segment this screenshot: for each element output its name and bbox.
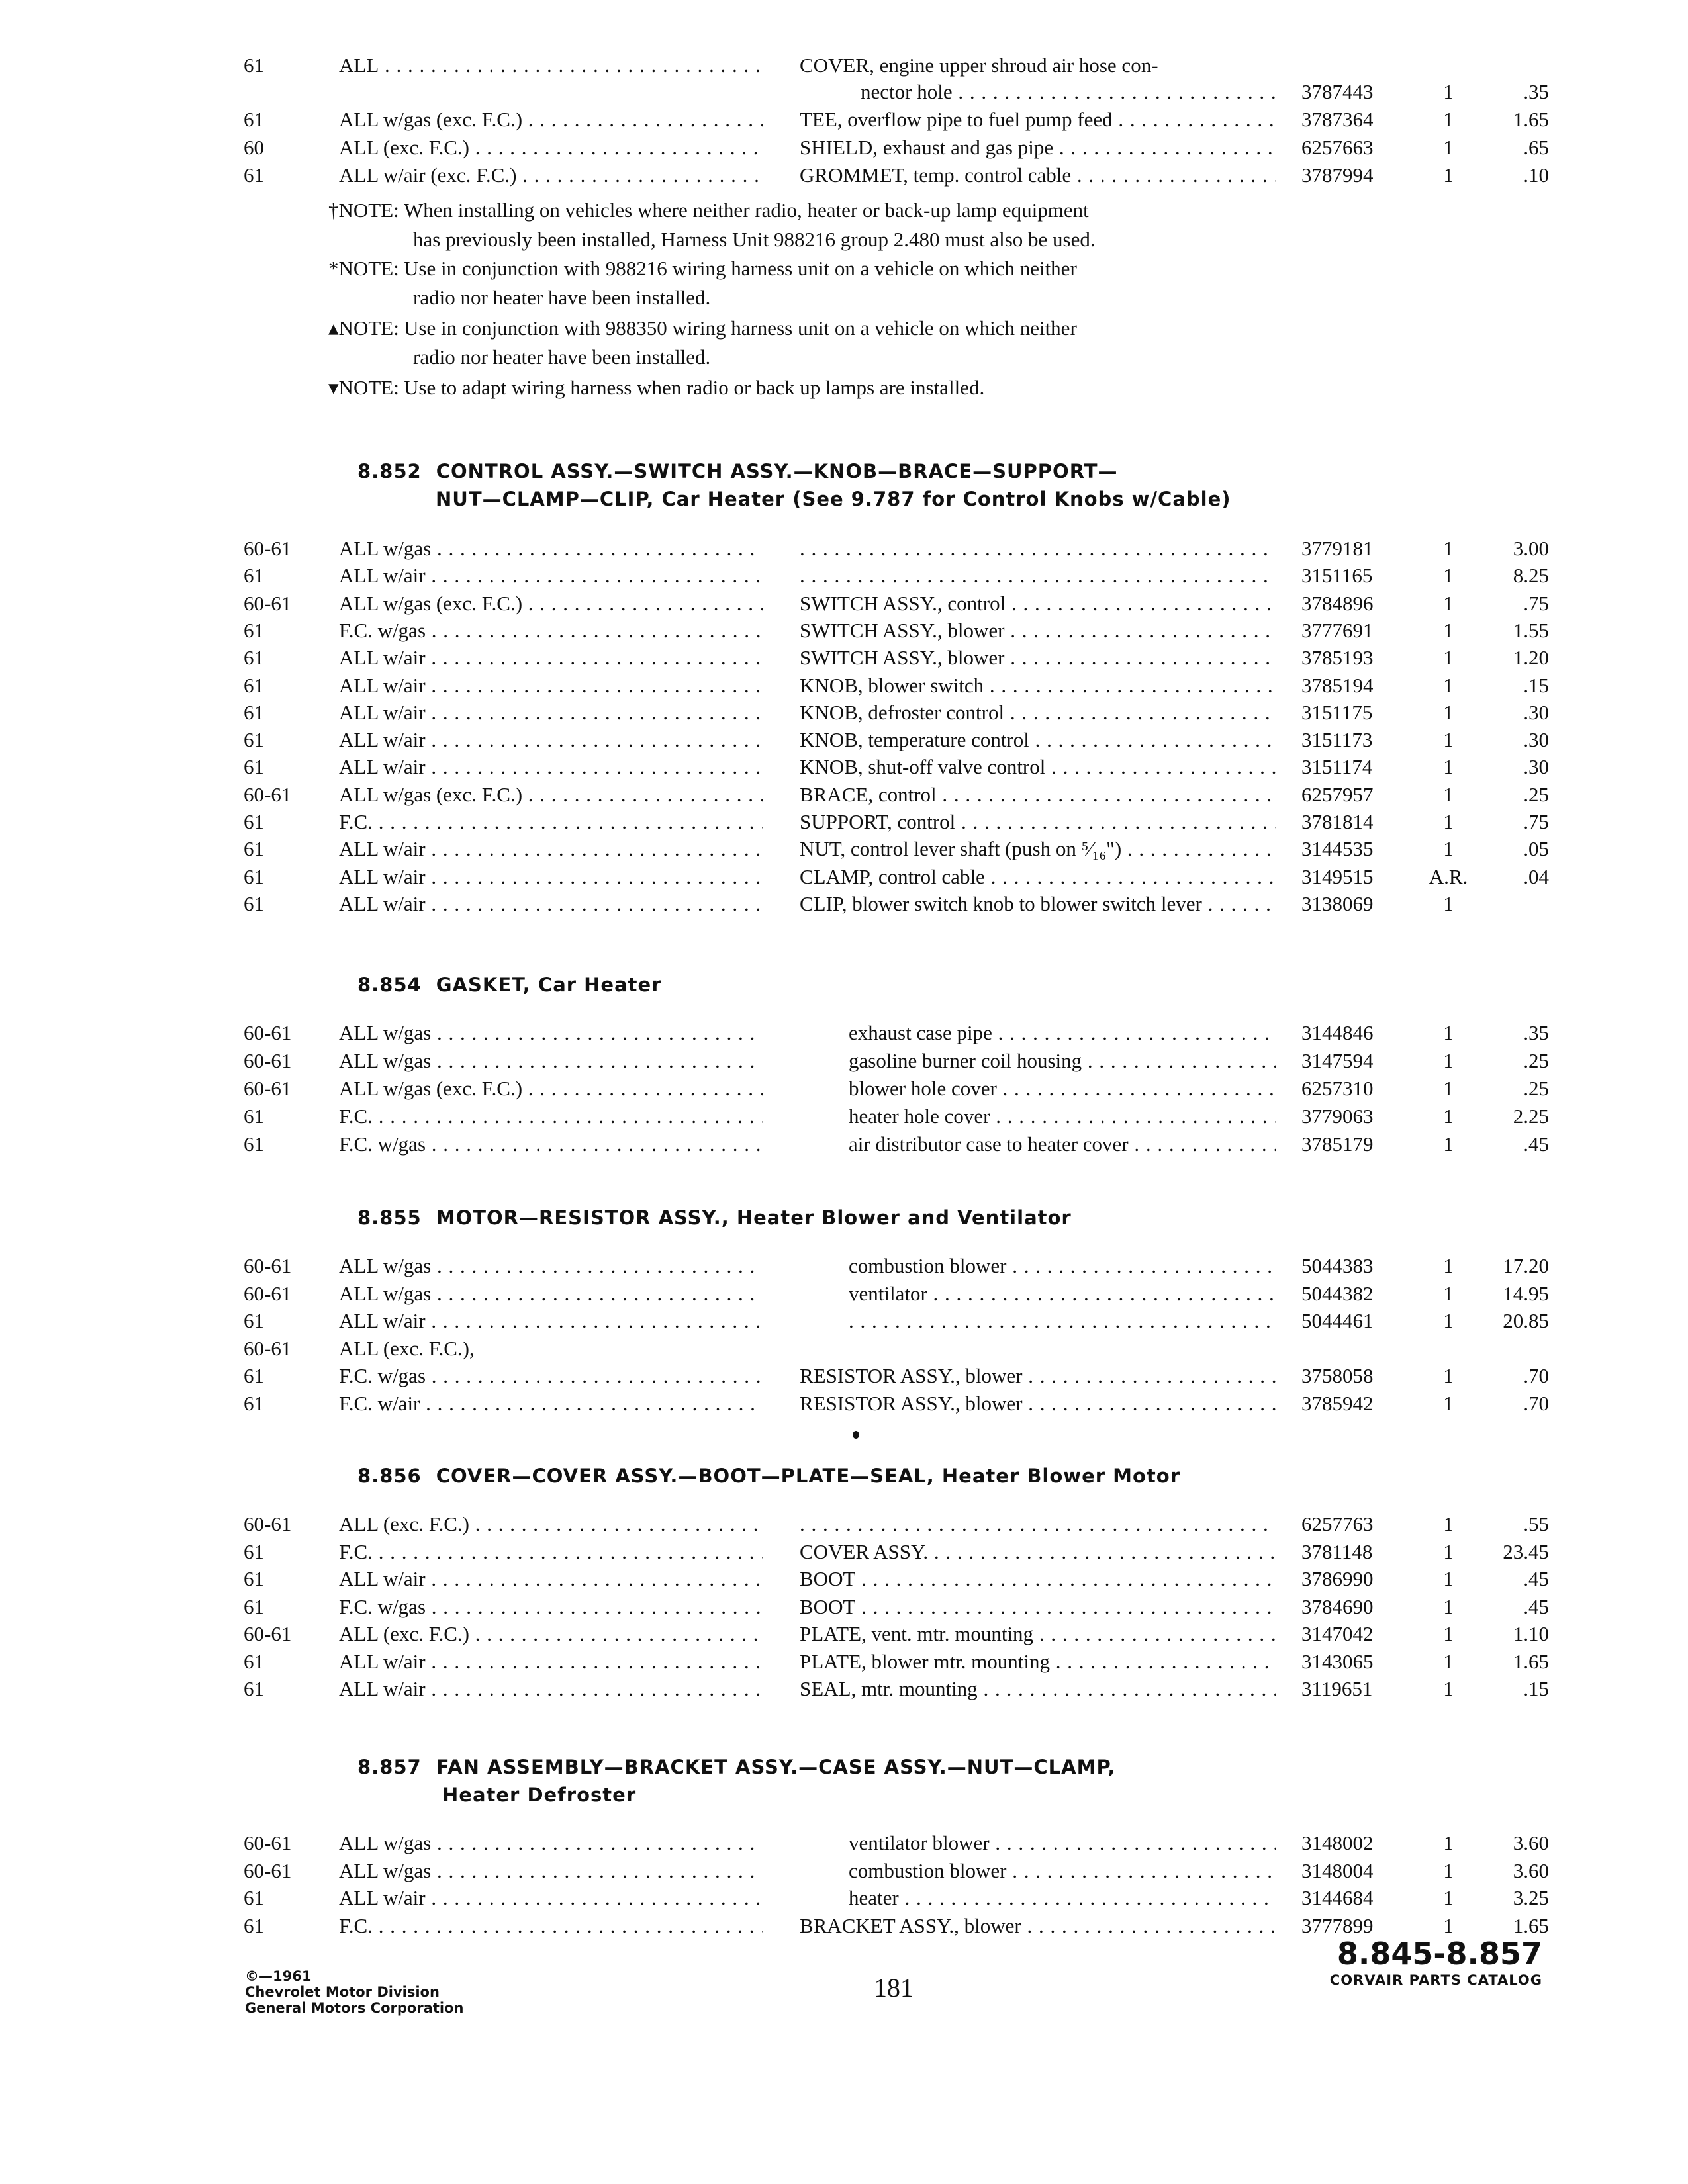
price-cell: .75	[1523, 591, 1549, 615]
description-cell: BOOT . . .	[800, 1565, 1276, 1593]
model-cell: F.C. . . .	[339, 1912, 763, 1940]
quantity-cell: 1	[1443, 1049, 1454, 1072]
model-cell: F.C. . . .	[339, 1538, 763, 1566]
price-cell: .04	[1523, 864, 1549, 888]
year-cell: 61	[244, 1594, 264, 1618]
note	[328, 254, 1288, 312]
part-number-cell: 3151165	[1301, 564, 1373, 588]
price-cell: 3.00	[1513, 537, 1549, 560]
model-cell: ALL (exc. F.C.) . . .	[339, 1510, 763, 1538]
price-cell: 1.65	[1513, 1913, 1549, 1937]
year-cell: 60-61	[244, 537, 292, 560]
note-mark: †NOTE:	[328, 199, 399, 222]
model-cell: F.C. . . .	[339, 808, 763, 836]
year-cell: 60	[244, 136, 264, 159]
quantity-cell: 1	[1443, 837, 1454, 861]
part-number-cell: 3785193	[1301, 646, 1374, 670]
note-mark: ▴NOTE:	[328, 316, 399, 340]
note-text: has previously been installed, Harness Unit 988216 group 2.480 must also be used.	[413, 228, 1096, 251]
year-cell: 61	[244, 1309, 264, 1332]
note-text: When installing on vehicles where neither radio, heater or back-up lamp equipment	[404, 199, 1089, 222]
section-heading-continued	[442, 1780, 636, 1809]
year-cell: 61	[244, 564, 264, 588]
part-number-cell: 3149515	[1301, 864, 1374, 888]
price-cell: .45	[1523, 1132, 1549, 1156]
description-cell: ventilator . . .	[849, 1280, 1276, 1308]
year-cell: 61	[244, 646, 264, 670]
description-cell: SWITCH ASSY., blower . . .	[800, 644, 1276, 672]
price-cell: .75	[1523, 810, 1549, 833]
model-cell: ALL w/air . . .	[339, 835, 763, 863]
group-range: 8.845-8.857	[1336, 1936, 1542, 1972]
quantity-cell: 1	[1443, 1512, 1454, 1535]
section-heading	[357, 970, 662, 999]
part-number-cell: 3786990	[1301, 1567, 1374, 1590]
description-cell	[800, 1510, 1276, 1538]
price-cell: 20.85	[1503, 1309, 1549, 1332]
year-cell: 61	[244, 1649, 264, 1673]
part-number-cell: 3144684	[1301, 1886, 1374, 1909]
part-number-cell: 6257310	[1301, 1077, 1374, 1100]
note	[328, 314, 1288, 372]
model-cell: F.C. w/gas . . .	[339, 1130, 763, 1158]
catalog-footer	[1330, 1935, 1542, 1988]
quantity-cell: 1	[1443, 1594, 1454, 1618]
year-cell: 61	[244, 1105, 264, 1128]
description-cell: exhaust case pipe . . .	[849, 1019, 1276, 1047]
part-number-cell: 3148004	[1301, 1858, 1374, 1882]
price-cell: .70	[1523, 1364, 1549, 1387]
year-cell: 61	[244, 1132, 264, 1156]
quantity-cell: 1	[1443, 673, 1454, 697]
description-cell: gasoline burner coil housing . . .	[849, 1047, 1276, 1075]
quantity-cell: A.R.	[1429, 864, 1468, 888]
year-cell: 61	[244, 163, 264, 187]
model-cell: ALL w/gas . . .	[339, 1047, 763, 1075]
quantity-cell: 1	[1443, 1254, 1454, 1277]
quantity-cell: 1	[1443, 1281, 1454, 1305]
model-cell: ALL w/air . . .	[339, 699, 763, 727]
model-cell: ALL w/air . . .	[339, 1675, 763, 1703]
section-title: NUT—CLAMP—CLIP, Car Heater (See 9.787 for Control Knobs w/Cable)	[436, 488, 1231, 510]
price-cell: 17.20	[1503, 1254, 1549, 1277]
quantity-cell: 1	[1443, 1677, 1454, 1700]
quantity-cell: 1	[1443, 1539, 1454, 1563]
description-cell: KNOB, shut-off valve control . . .	[800, 753, 1276, 781]
note-text: radio nor heater have been installed.	[413, 345, 711, 369]
quantity-cell: 1	[1443, 136, 1454, 159]
price-cell: .30	[1523, 728, 1549, 752]
part-number-cell: 3777899	[1301, 1913, 1374, 1937]
year-cell: 60-61	[244, 1512, 292, 1535]
section-number: 8.857	[357, 1756, 422, 1778]
price-cell: 23.45	[1503, 1539, 1549, 1563]
year-cell: 60-61	[244, 591, 292, 615]
part-number-cell: 6257763	[1301, 1512, 1374, 1535]
model-cell: ALL w/air . . .	[339, 562, 763, 590]
description-cell: blower hole cover . . .	[849, 1075, 1276, 1103]
part-number-cell: 3785942	[1301, 1391, 1374, 1415]
note-mark: ▾NOTE:	[328, 376, 399, 399]
year-cell: 61	[244, 1364, 264, 1387]
description-cell: SEAL, mtr. mounting . . .	[800, 1675, 1276, 1703]
model-cell: ALL w/gas . . .	[339, 1829, 763, 1857]
part-number-cell: 6257663	[1301, 136, 1374, 159]
part-number-cell: 3119651	[1301, 1677, 1373, 1700]
publisher-credit	[245, 1968, 463, 2016]
part-number-cell: 3151173	[1301, 728, 1373, 752]
section-heading	[357, 1203, 1072, 1232]
price-cell: 1.65	[1513, 108, 1549, 131]
price-cell: 8.25	[1513, 564, 1549, 588]
note-mark: *NOTE:	[328, 257, 399, 280]
description-cell: ventilator blower . . .	[849, 1829, 1276, 1857]
model-cell: F.C. w/gas . . .	[339, 617, 763, 645]
part-number-cell: 3787994	[1301, 163, 1374, 187]
year-cell: 60-61	[244, 1622, 292, 1645]
note	[328, 373, 1288, 402]
model-cell: ALL w/air . . .	[339, 672, 763, 700]
part-number-cell: 3151174	[1301, 755, 1373, 779]
year-cell: 60-61	[244, 1336, 292, 1360]
section-number: 8.856	[357, 1465, 422, 1487]
model-cell: ALL w/air . . .	[339, 726, 763, 754]
description-cell: CLIP, blower switch knob to blower switch lever . . .	[800, 890, 1276, 918]
year-cell: 60-61	[244, 1021, 292, 1044]
description-cell: KNOB, defroster control . . .	[800, 699, 1276, 727]
description-cell: SHIELD, exhaust and gas pipe . . .	[800, 134, 1276, 161]
part-number-cell: 5044383	[1301, 1254, 1374, 1277]
quantity-cell: 1	[1443, 728, 1454, 752]
quantity-cell: 1	[1443, 80, 1454, 103]
part-number-cell: 3148002	[1301, 1831, 1374, 1854]
model-cell: F.C. w/gas . . .	[339, 1362, 763, 1390]
model-cell: ALL w/air . . .	[339, 1884, 763, 1912]
year-cell: 60-61	[244, 1077, 292, 1100]
model-cell: ALL (exc. F.C.) . . .	[339, 134, 763, 161]
price-cell: 1.20	[1513, 646, 1549, 670]
description-cell: heater hole cover . . .	[849, 1103, 1276, 1130]
note-text: radio nor heater have been installed.	[413, 286, 711, 309]
model-cell: ALL w/air . . .	[339, 1648, 763, 1676]
year-cell: 60-61	[244, 1281, 292, 1305]
year-cell: 61	[244, 728, 264, 752]
model-cell: ALL w/air . . .	[339, 890, 763, 918]
description-cell: TEE, overflow pipe to fuel pump feed . . .	[800, 106, 1276, 134]
price-cell: .25	[1523, 782, 1549, 806]
quantity-cell: 1	[1443, 1858, 1454, 1882]
price-cell: 14.95	[1503, 1281, 1549, 1305]
model-cell: ALL w/gas . . .	[339, 1857, 763, 1885]
model-cell: ALL w/gas . . .	[339, 535, 763, 563]
quantity-cell: 1	[1443, 1831, 1454, 1854]
description-cell: combustion blower . . .	[849, 1857, 1276, 1885]
price-cell: .15	[1523, 1677, 1549, 1700]
quantity-cell: 1	[1443, 1649, 1454, 1673]
description-cell: NUT, control lever shaft (push on ⁵⁄₁₆") . . .	[800, 835, 1276, 863]
part-number-cell: 3777691	[1301, 618, 1374, 642]
price-cell: 1.65	[1513, 1649, 1549, 1673]
note-text: Use in conjunction with 988216 wiring harness unit on a vehicle on which neither	[404, 257, 1077, 280]
quantity-cell: 1	[1443, 537, 1454, 560]
year-cell: 60-61	[244, 1858, 292, 1882]
section-title: COVER—COVER ASSY.—BOOT—PLATE—SEAL, Heater Blower Motor	[436, 1465, 1181, 1487]
quantity-cell: 1	[1443, 1567, 1454, 1590]
description-cell: SWITCH ASSY., blower . . .	[800, 617, 1276, 645]
note-text: Use in conjunction with 988350 wiring harness unit on a vehicle on which neither	[404, 316, 1077, 340]
description-cell: PLATE, blower mtr. mounting . . .	[800, 1648, 1276, 1676]
part-number-cell: 3779063	[1301, 1105, 1374, 1128]
price-cell: 1.10	[1513, 1622, 1549, 1645]
model-cell: ALL w/air . . .	[339, 644, 763, 672]
year-cell: 61	[244, 755, 264, 779]
quantity-cell: 1	[1443, 1021, 1454, 1044]
ink-dot	[853, 1431, 859, 1439]
year-cell: 60-61	[244, 1254, 292, 1277]
quantity-cell: 1	[1443, 1913, 1454, 1937]
quantity-cell: 1	[1443, 163, 1454, 187]
year-cell: 61	[244, 837, 264, 861]
quantity-cell: 1	[1443, 1391, 1454, 1415]
model-cell: ALL w/gas (exc. F.C.) . . .	[339, 781, 763, 809]
quantity-cell: 1	[1443, 891, 1454, 915]
copyright: ©—1961	[245, 1968, 312, 1984]
model-cell: ALL w/air . . .	[339, 753, 763, 781]
part-number-cell: 3781814	[1301, 810, 1374, 833]
year-cell: 61	[244, 618, 264, 642]
price-cell: .30	[1523, 700, 1549, 724]
quantity-cell: 1	[1443, 755, 1454, 779]
year-cell: 60-61	[244, 1831, 292, 1854]
part-number-cell: 3144846	[1301, 1021, 1374, 1044]
model-cell: ALL w/air (exc. F.C.) . . .	[339, 161, 763, 189]
price-cell: .65	[1523, 136, 1549, 159]
quantity-cell: 1	[1443, 1622, 1454, 1645]
price-cell: .25	[1523, 1049, 1549, 1072]
description-cell: air distributor case to heater cover . . .	[849, 1130, 1276, 1158]
section-title: Heater Defroster	[442, 1784, 637, 1806]
quantity-cell: 1	[1443, 1886, 1454, 1909]
model-cell: F.C. . . .	[339, 1103, 763, 1130]
description-cell: PLATE, vent. mtr. mounting . . .	[800, 1620, 1276, 1648]
description-cell: COVER, engine upper shroud air hose con-	[800, 54, 1158, 77]
year-cell: 61	[244, 1391, 264, 1415]
model-cell: ALL w/gas (exc. F.C.) . . .	[339, 106, 763, 134]
model-cell: ALL (exc. F.C.),	[339, 1336, 475, 1360]
description-cell: BRACKET ASSY., blower . . .	[800, 1912, 1276, 1940]
part-number-cell: 6257957	[1301, 782, 1374, 806]
part-number-cell: 5044382	[1301, 1281, 1374, 1305]
section-heading	[357, 1461, 1180, 1490]
division-name: Chevrolet Motor Division	[245, 1984, 440, 2000]
corporation-name: General Motors Corporation	[245, 2000, 464, 2016]
price-cell: 3.60	[1513, 1858, 1549, 1882]
part-number-cell: 3758058	[1301, 1364, 1374, 1387]
price-cell: .55	[1523, 1512, 1549, 1535]
price-cell: .35	[1523, 80, 1549, 103]
part-number-cell: 3781148	[1301, 1539, 1373, 1563]
quantity-cell: 1	[1443, 591, 1454, 615]
section-number: 8.855	[357, 1206, 422, 1229]
year-cell: 61	[244, 673, 264, 697]
part-number-cell: 5044461	[1301, 1309, 1374, 1332]
section-title: GASKET, Car Heater	[436, 974, 662, 996]
price-cell: .45	[1523, 1594, 1549, 1618]
quantity-cell: 1	[1443, 1364, 1454, 1387]
year-cell: 61	[244, 700, 264, 724]
quantity-cell: 1	[1443, 108, 1454, 131]
year-cell: 61	[244, 1886, 264, 1909]
quantity-cell: 1	[1443, 810, 1454, 833]
quantity-cell: 1	[1443, 1077, 1454, 1100]
quantity-cell: 1	[1443, 1132, 1454, 1156]
price-cell: .45	[1523, 1567, 1549, 1590]
part-number-cell: 3785179	[1301, 1132, 1374, 1156]
page-number: 181	[874, 1973, 914, 2003]
description-cell: COVER ASSY. . . .	[800, 1538, 1276, 1566]
part-number-cell: 3785194	[1301, 673, 1374, 697]
description-cell	[800, 562, 1276, 590]
price-cell: .05	[1523, 837, 1549, 861]
price-cell: .30	[1523, 755, 1549, 779]
year-cell: 61	[244, 1567, 264, 1590]
model-cell: ALL w/gas (exc. F.C.) . . .	[339, 1075, 763, 1103]
quantity-cell: 1	[1443, 564, 1454, 588]
note	[328, 196, 1288, 254]
price-cell: 1.55	[1513, 618, 1549, 642]
description-cell: BOOT . . .	[800, 1593, 1276, 1621]
section-title: CONTROL ASSY.—SWITCH ASSY.—KNOB—BRACE—SUPPORT—	[436, 460, 1118, 482]
description-cell	[849, 1307, 1276, 1335]
model-cell: ALL (exc. F.C.) . . .	[339, 1620, 763, 1648]
description-cell: RESISTOR ASSY., blower . . .	[800, 1390, 1276, 1418]
part-number-cell: 3147042	[1301, 1622, 1374, 1645]
description-cell	[800, 535, 1276, 563]
model-cell: ALL w/air . . .	[339, 863, 763, 891]
section-heading	[357, 1752, 1115, 1782]
year-cell: 60-61	[244, 782, 292, 806]
section-heading	[357, 457, 1118, 486]
section-heading-continued	[436, 484, 1231, 514]
part-number-cell: 3147594	[1301, 1049, 1374, 1072]
note-text: Use to adapt wiring harness when radio or back up lamps are installed.	[404, 376, 985, 399]
model-cell: ALL w/gas . . .	[339, 1019, 763, 1047]
model-cell: F.C. w/air . . .	[339, 1390, 763, 1418]
price-cell: .70	[1523, 1391, 1549, 1415]
quantity-cell: 1	[1443, 1309, 1454, 1332]
part-number-cell: 3779181	[1301, 537, 1374, 560]
description-cell: GROMMET, temp. control cable . . .	[800, 161, 1276, 189]
quantity-cell: 1	[1443, 1105, 1454, 1128]
description-cell: SWITCH ASSY., control . . .	[800, 590, 1276, 617]
section-number: 8.852	[357, 460, 422, 482]
price-cell: .10	[1523, 163, 1549, 187]
quantity-cell: 1	[1443, 700, 1454, 724]
year-cell: 61	[244, 54, 264, 77]
year-cell: 61	[244, 891, 264, 915]
section-title: MOTOR—RESISTOR ASSY., Heater Blower and Ventilator	[436, 1206, 1072, 1229]
model-cell: ALL w/gas (exc. F.C.) . . .	[339, 590, 763, 617]
quantity-cell: 1	[1443, 646, 1454, 670]
price-cell: .25	[1523, 1077, 1549, 1100]
price-cell: 2.25	[1513, 1105, 1549, 1128]
description-cell: combustion blower . . .	[849, 1252, 1276, 1280]
price-cell: 3.60	[1513, 1831, 1549, 1854]
description-cell: RESISTOR ASSY., blower . . .	[800, 1362, 1276, 1390]
price-cell: .35	[1523, 1021, 1549, 1044]
description-cell: SUPPORT, control . . .	[800, 808, 1276, 836]
description-cell: KNOB, temperature control . . .	[800, 726, 1276, 754]
description-cell: KNOB, blower switch . . .	[800, 672, 1276, 700]
year-cell: 61	[244, 1677, 264, 1700]
model-cell: ALL w/air . . .	[339, 1565, 763, 1593]
catalog-title: CORVAIR PARTS CATALOG	[1329, 1972, 1542, 1988]
price-cell: 3.25	[1513, 1886, 1549, 1909]
description-cell: BRACE, control . . .	[800, 781, 1276, 809]
model-cell: ALL . . .	[339, 52, 763, 79]
section-number: 8.854	[357, 974, 422, 996]
part-number-cell: 3787443	[1301, 80, 1374, 103]
year-cell: 60-61	[244, 1049, 292, 1072]
part-number-cell: 3138069	[1301, 891, 1374, 915]
price-cell: .15	[1523, 673, 1549, 697]
model-cell: F.C. w/gas . . .	[339, 1593, 763, 1621]
quantity-cell: 1	[1443, 618, 1454, 642]
year-cell: 61	[244, 1539, 264, 1563]
description-cell: heater . . .	[849, 1884, 1276, 1912]
year-cell: 61	[244, 108, 264, 131]
description-cell: CLAMP, control cable . . .	[800, 863, 1276, 891]
part-number-cell: 3784896	[1301, 591, 1374, 615]
model-cell: ALL w/air . . .	[339, 1307, 763, 1335]
model-cell: ALL w/gas . . .	[339, 1252, 763, 1280]
year-cell: 61	[244, 864, 264, 888]
year-cell: 61	[244, 810, 264, 833]
description-cell: nector hole . . .	[861, 78, 1276, 106]
quantity-cell: 1	[1443, 782, 1454, 806]
model-cell: ALL w/gas . . .	[339, 1280, 763, 1308]
section-title: FAN ASSEMBLY—BRACKET ASSY.—CASE ASSY.—NUT—CLAMP,	[436, 1756, 1116, 1778]
part-number-cell: 3784690	[1301, 1594, 1374, 1618]
part-number-cell: 3787364	[1301, 108, 1374, 131]
year-cell: 61	[244, 1913, 264, 1937]
part-number-cell: 3151175	[1301, 700, 1373, 724]
part-number-cell: 3143065	[1301, 1649, 1374, 1673]
part-number-cell: 3144535	[1301, 837, 1374, 861]
